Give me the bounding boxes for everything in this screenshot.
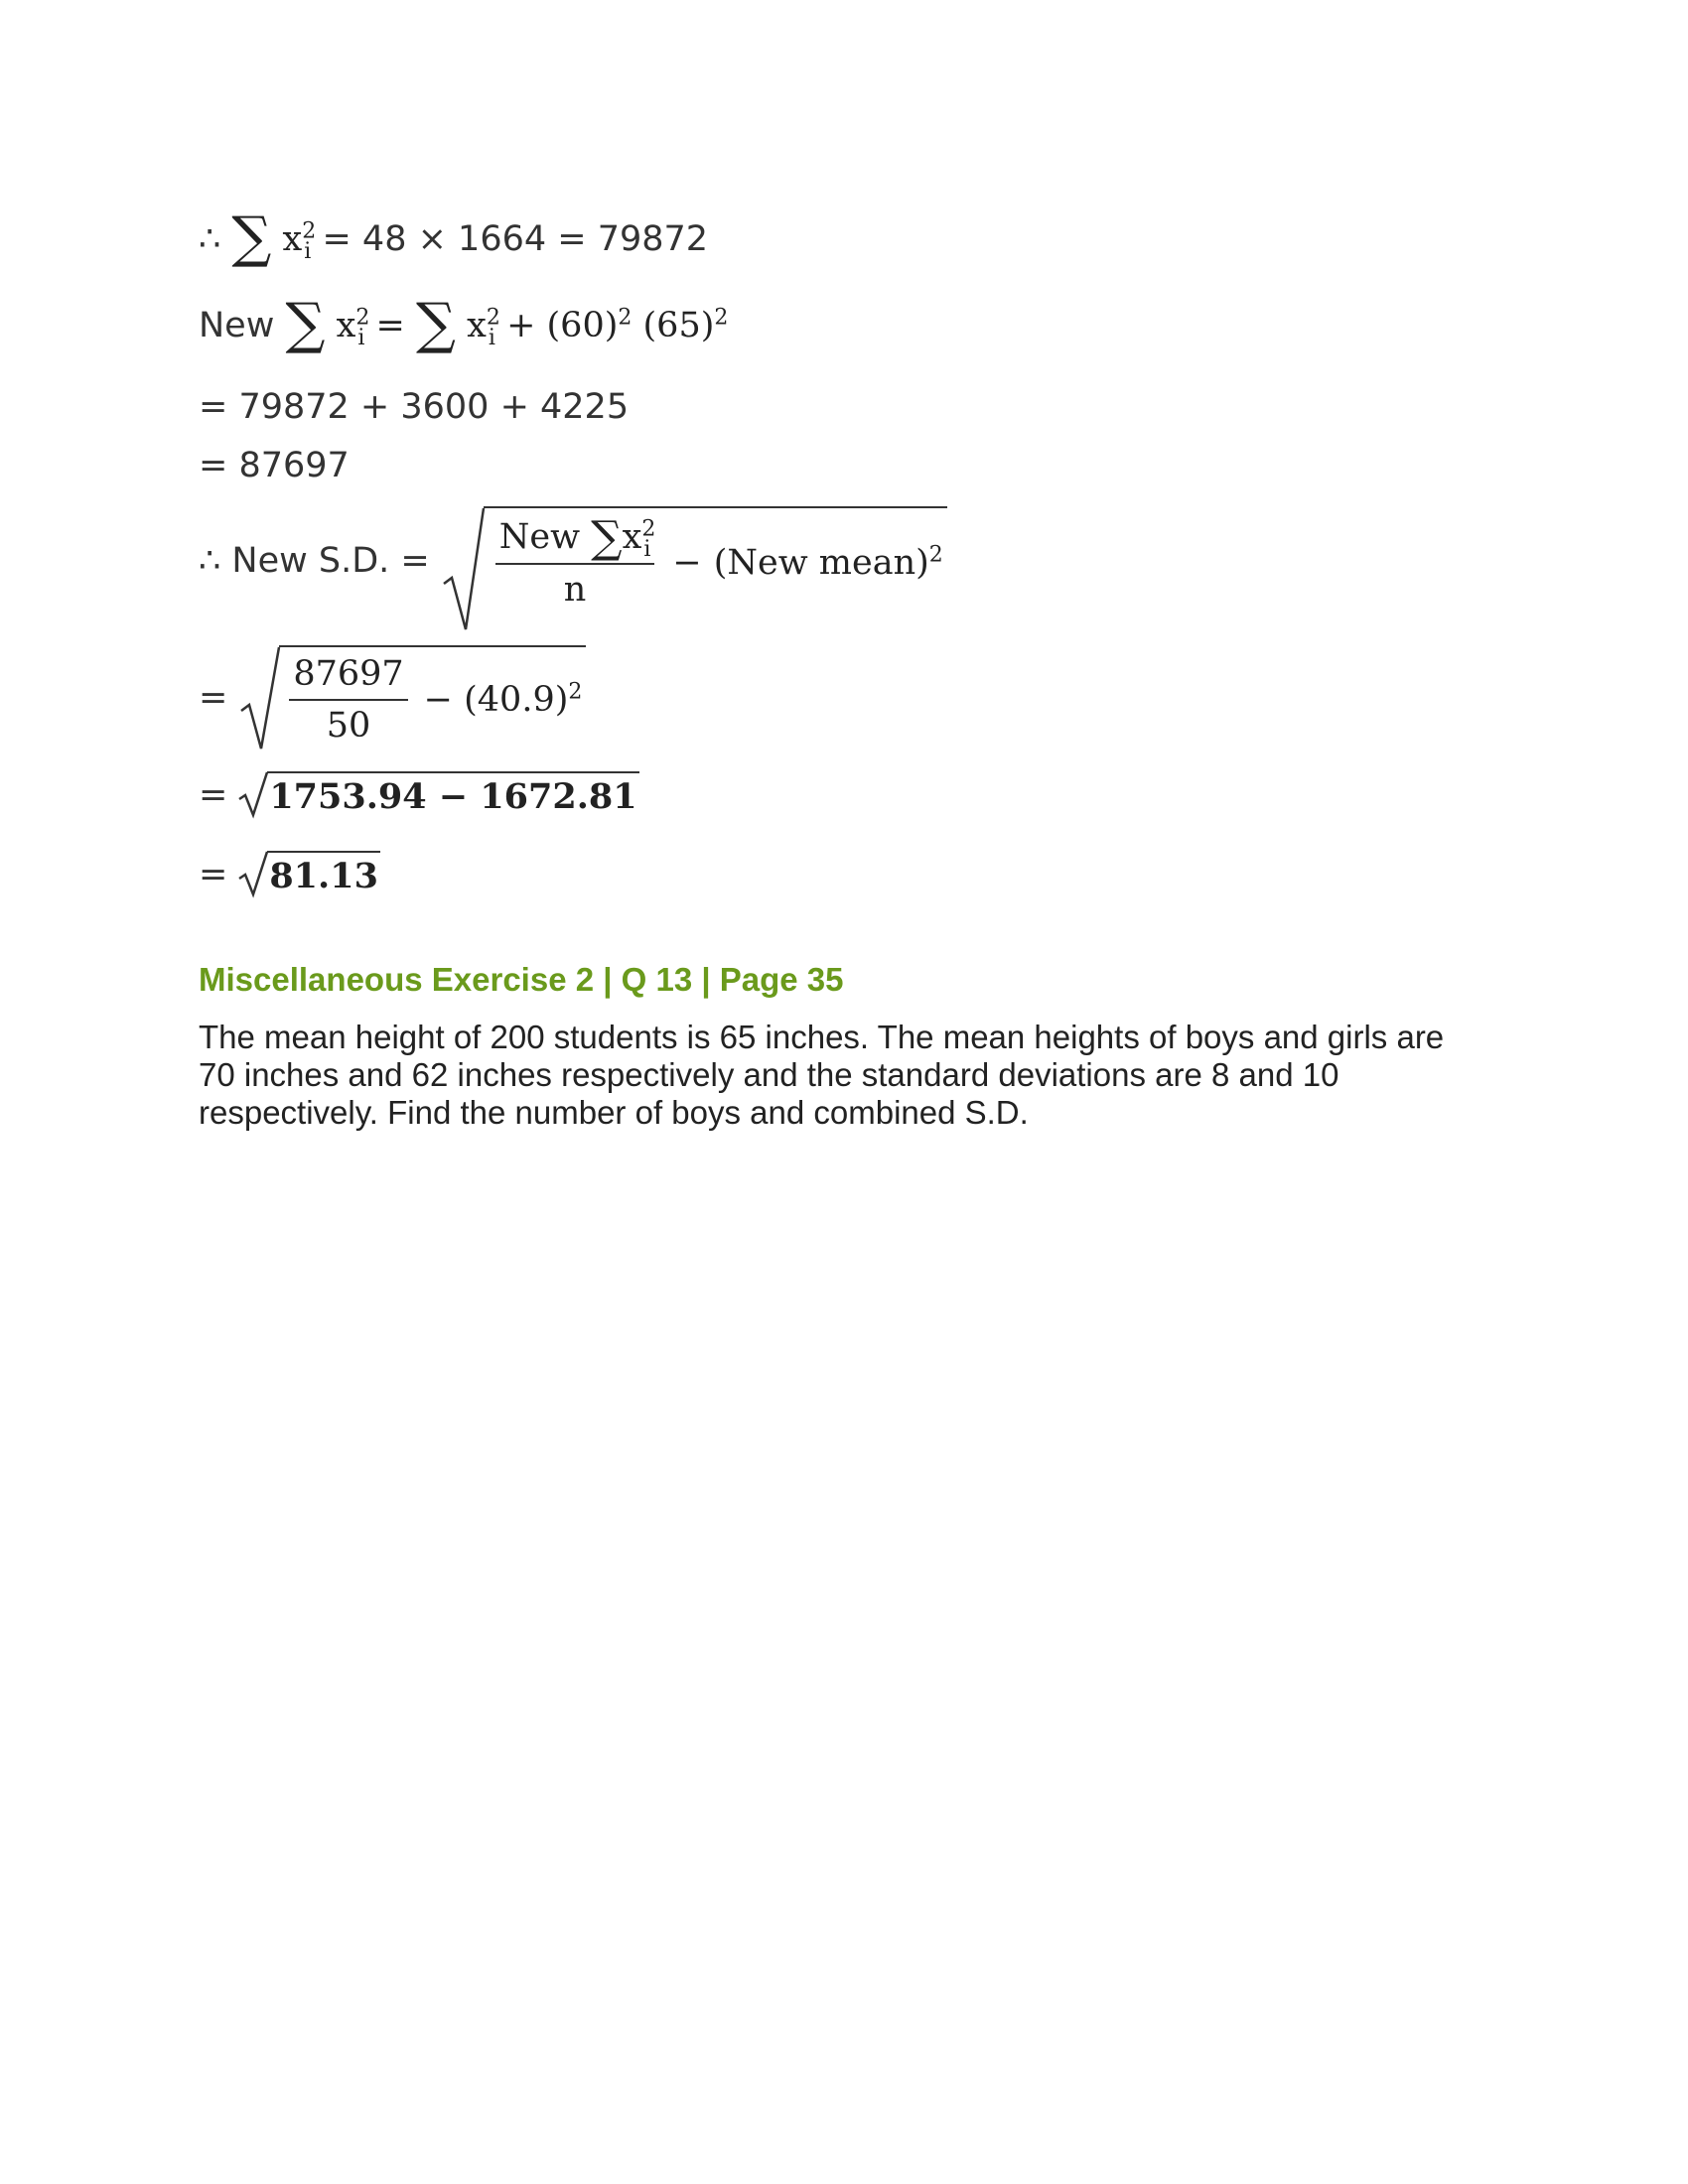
radical-icon: [239, 645, 281, 754]
new-sd-label: ∴ New S.D. =: [199, 541, 430, 581]
equals-sign: =: [375, 306, 405, 345]
question-line: 70 inches and 62 inches respectively and the standard deviations are 8 and 10: [199, 1056, 1339, 1093]
denominator: n: [563, 569, 587, 610]
radical-icon: [237, 851, 269, 898]
math-line-8: [199, 851, 380, 898]
radical-icon: [442, 506, 486, 635]
fraction-bar: [289, 699, 407, 701]
x-i-squared: $x^2_i$: [282, 218, 317, 264]
therefore-symbol: ∴: [199, 219, 221, 259]
denominator: 50: [326, 706, 371, 746]
math-line-7: [199, 771, 639, 819]
math-line-6: [199, 643, 586, 752]
x-i-squared: $x^2_i$: [467, 305, 500, 350]
equals-sign: =: [199, 775, 228, 815]
square-root: [239, 645, 586, 751]
radicand: 1753.94 − 1672.81: [267, 771, 638, 819]
math-expression: + $(60)^2$ $(65)^2$: [506, 305, 729, 345]
x-i-squared: $x^2_i$: [336, 305, 370, 350]
numerator: 87697: [293, 654, 404, 694]
fraction-bar: [495, 563, 655, 565]
math-expression: (New mean)$^2$: [713, 542, 943, 583]
square-root: [442, 506, 947, 616]
square-root: [237, 771, 638, 819]
math-expression: − $(40.9)^2$: [423, 679, 583, 720]
section-heading: Miscellaneous Exercise 2 | Q 13 | Page 35: [199, 961, 844, 998]
radical-icon: [237, 771, 269, 819]
new-label: New: [199, 306, 275, 345]
math-line-5: [199, 496, 947, 625]
question-paragraph: [199, 1019, 1489, 1132]
radicand: 81.13: [267, 851, 380, 898]
numerator: New $\sum x^2_i$: [498, 511, 656, 563]
equals-sign: =: [199, 855, 228, 894]
fraction: [495, 511, 656, 613]
equals-sign: =: [199, 678, 228, 718]
summation-symbol: ∑: [416, 292, 456, 356]
math-line-4: = 87697: [199, 446, 350, 485]
minus-sign: −: [672, 543, 702, 583]
math-expression: = 48 × 1664 = 79872: [322, 219, 709, 259]
summation-symbol: ∑: [285, 292, 326, 356]
question-line: respectively. Find the number of boys and combined S.D.: [199, 1094, 1029, 1131]
square-root: [237, 851, 380, 898]
fraction: [289, 651, 407, 749]
math-line-3: = 79872 + 3600 + 4225: [199, 387, 630, 427]
summation-symbol: ∑: [231, 205, 272, 270]
math-line-2: [199, 292, 729, 356]
math-line-1: [199, 205, 709, 270]
question-line: The mean height of 200 students is 65 inches. The mean heights of boys and girls are: [199, 1019, 1445, 1055]
